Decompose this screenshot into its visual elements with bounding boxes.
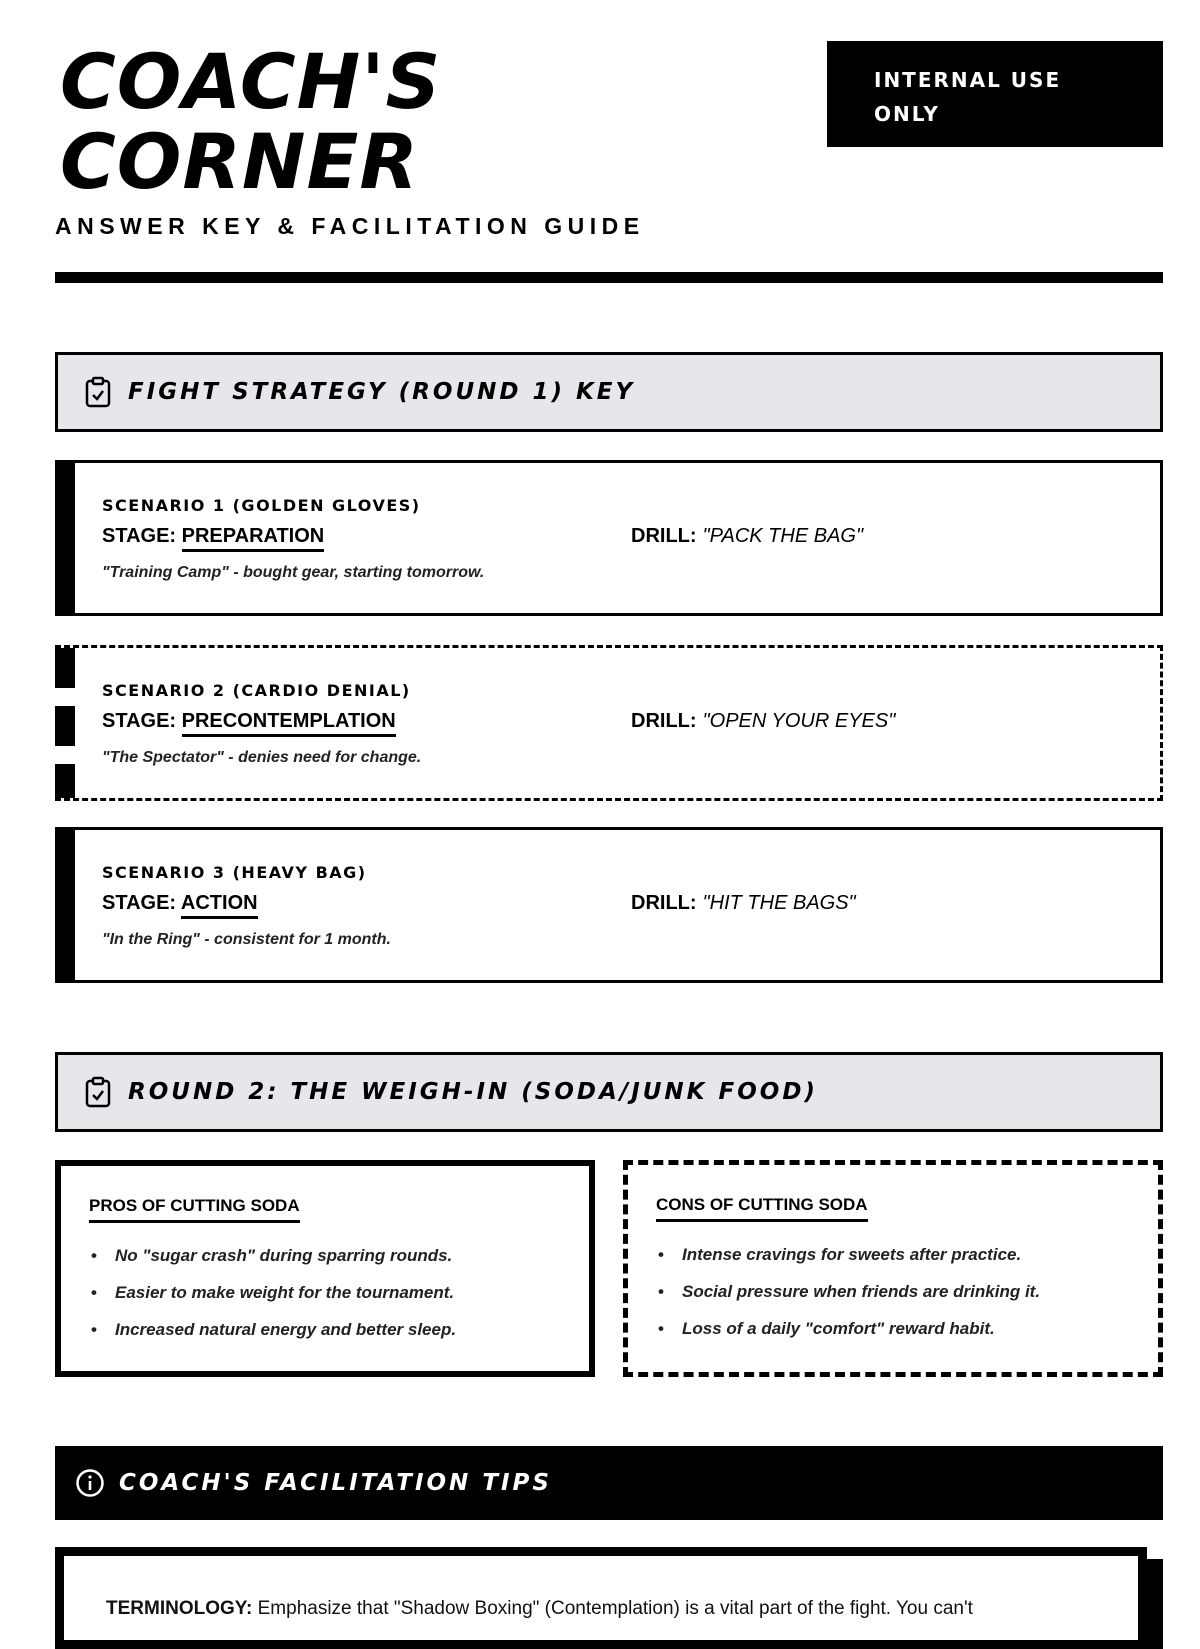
stage-row	[102, 710, 396, 733]
page-title	[60, 37, 442, 206]
clipboard-check-icon	[84, 1076, 112, 1108]
pros-title: PROS OF CUTTING SODA	[89, 1196, 300, 1223]
round2-heading: ROUND 2: THE WEIGH-IN (SODA/JUNK FOOD)	[128, 1079, 818, 1105]
tip-label: TERMINOLOGY:	[106, 1598, 253, 1619]
drill-label: DRILL:	[631, 525, 697, 547]
list-item: • No "sugar crash" during sparring rounds.	[89, 1237, 561, 1274]
header-divider	[55, 272, 1163, 283]
drill-row	[631, 525, 863, 548]
scenario-card-2	[55, 645, 1163, 801]
dashed-accent-bar	[55, 648, 75, 798]
cons-box	[623, 1160, 1163, 1377]
stage-label: STAGE:	[102, 525, 177, 547]
scenario-title: SCENARIO 3 (HEAVY BAG)	[102, 863, 367, 882]
scenario-card-3	[55, 827, 1163, 983]
clipboard-check-icon	[84, 376, 112, 408]
drill-row	[631, 710, 895, 733]
scenario-title: SCENARIO 2 (CARDIO DENIAL)	[102, 681, 411, 700]
cons-title: CONS OF CUTTING SODA	[656, 1195, 868, 1222]
drill-label: DRILL:	[631, 892, 697, 914]
list-item: • Intense cravings for sweets after practice.	[656, 1236, 1130, 1273]
pros-box	[55, 1160, 595, 1377]
scenario-title: SCENARIO 1 (GOLDEN GLOVES)	[102, 496, 421, 515]
tip-text: Emphasize that "Shadow Boxing" (Contemplation) is a vital part of the fight. You can't	[252, 1598, 973, 1619]
stage-row	[102, 525, 324, 548]
round1-heading: FIGHT STRATEGY (ROUND 1) KEY	[128, 379, 636, 405]
tip-terminology	[106, 1598, 1096, 1620]
scenario-note: "Training Camp" - bought gear, starting tomorrow.	[102, 564, 485, 581]
stage-value: PRECONTEMPLATION	[182, 710, 396, 737]
drill-label: DRILL:	[631, 710, 697, 732]
internal-use-badge: INTERNAL USE ONLY	[827, 41, 1163, 147]
drill-value: "HIT THE BAGS"	[702, 892, 856, 914]
title-line-1: COACH'S	[60, 37, 442, 126]
title-line-2: CORNER	[60, 117, 419, 206]
info-icon	[75, 1468, 105, 1498]
drill-row	[631, 892, 856, 915]
drill-value: "PACK THE BAG"	[702, 525, 864, 547]
scenario-note: "The Spectator" - denies need for change.	[102, 749, 422, 766]
stage-value: PREPARATION	[182, 525, 325, 552]
scenario-note: "In the Ring" - consistent for 1 month.	[102, 931, 391, 948]
subtitle: ANSWER KEY & FACILITATION GUIDE	[55, 213, 645, 239]
stage-label: STAGE:	[102, 892, 177, 914]
scenario-card-1	[55, 460, 1163, 616]
list-item: • Social pressure when friends are drinking it.	[656, 1273, 1130, 1310]
list-item: • Increased natural energy and better sleep.	[89, 1311, 561, 1348]
stage-value: ACTION	[181, 892, 258, 919]
tips-header	[55, 1446, 1163, 1520]
round1-header	[55, 352, 1163, 432]
round2-header	[55, 1052, 1163, 1132]
list-item: • Loss of a daily "comfort" reward habit.	[656, 1310, 1130, 1347]
drill-value: "OPEN YOUR EYES"	[702, 710, 896, 732]
stage-label: STAGE:	[102, 710, 177, 732]
tips-box	[55, 1547, 1147, 1649]
list-item: • Easier to make weight for the tournament.	[89, 1274, 561, 1311]
tips-heading: COACH'S FACILITATION TIPS	[119, 1470, 552, 1496]
stage-row	[102, 892, 258, 915]
